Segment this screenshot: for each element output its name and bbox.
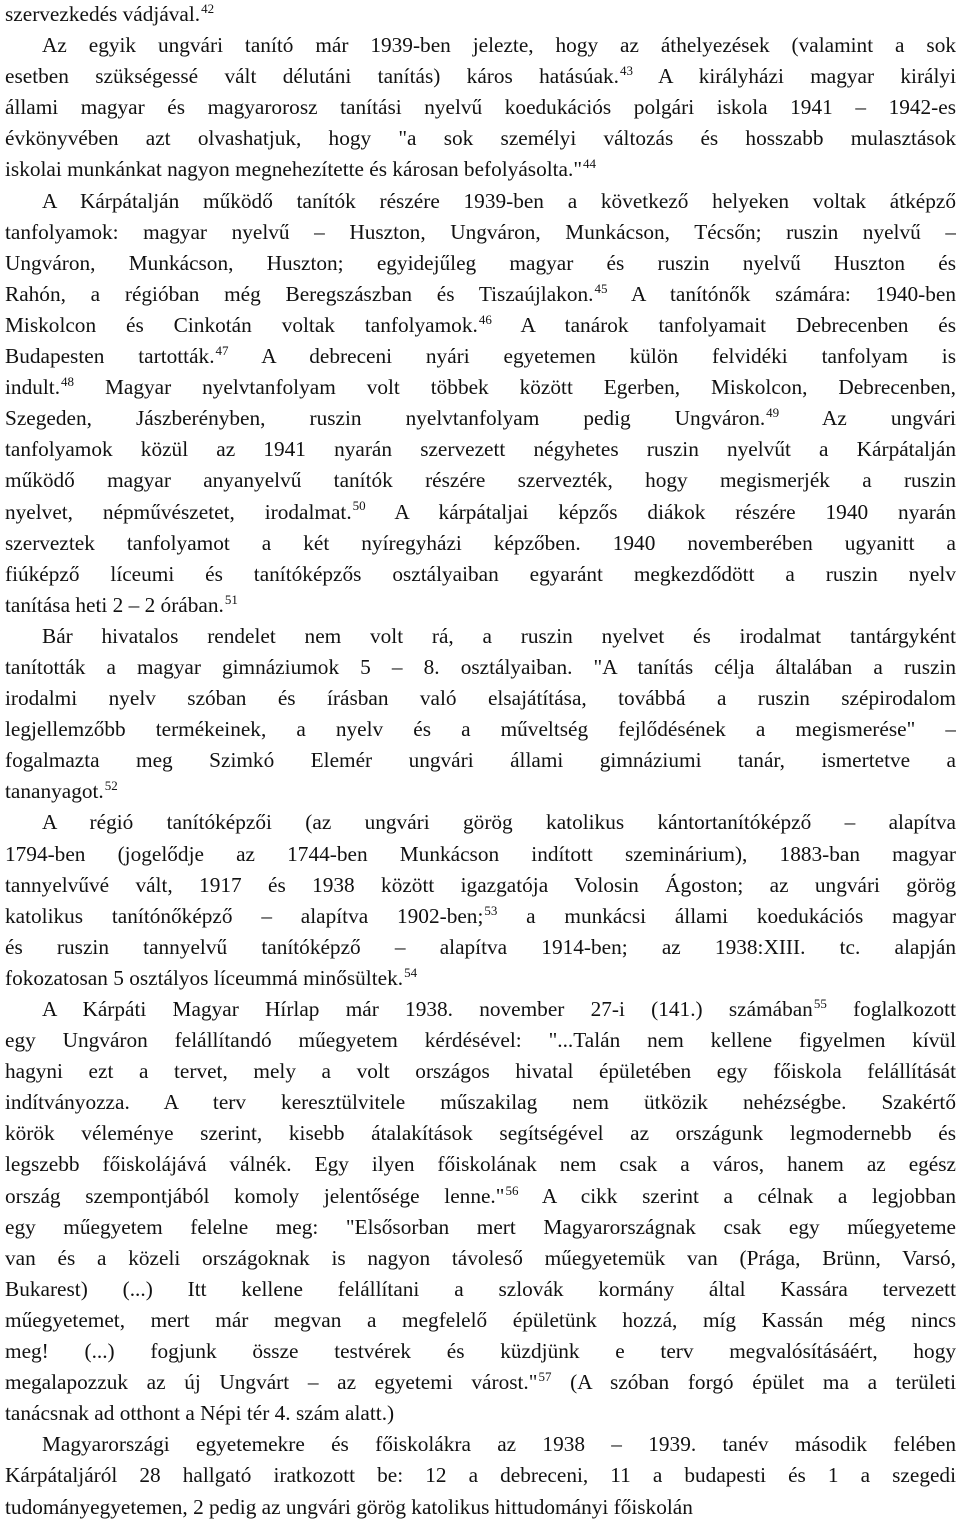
text-run: Magyarországi egyetemekre és főiskolákra az 1938 – 1939. tanév második felében xyxy=(42,1432,956,1457)
text-run: tanították a magyar gimnáziumok 5 – 8. osztályaiban. "A tanítás célja általában a ruszin xyxy=(5,654,956,679)
text-run: katolikus tanítónőképző – alapítva 1902-ben; xyxy=(5,903,484,928)
text-line xyxy=(5,1274,956,1305)
paragraph xyxy=(5,186,956,621)
paragraph xyxy=(5,621,956,808)
text-run: 1794-ben (jogelődje az 1744-ben Munkácson indított szeminárium), 1883-ban magyar xyxy=(5,841,956,866)
text-line xyxy=(5,807,956,838)
text-line xyxy=(5,217,956,248)
text-run: tudományegyetemen, 2 pedig az ungvári görög katolikus hittudományi főiskolán xyxy=(5,1494,693,1519)
text-line xyxy=(5,590,956,621)
text-run: fogalmazta meg Szimkó Elemér ungvári állami gimnáziumi tanár, ismertetve a xyxy=(5,748,956,773)
text-run: foglalkozott xyxy=(826,997,956,1021)
text-run: indult. xyxy=(5,375,61,400)
text-line xyxy=(5,776,956,807)
footnote-marker: 51 xyxy=(224,591,238,607)
text-line xyxy=(5,1336,956,1367)
text-line xyxy=(5,1429,956,1460)
text-run: szervezkedés vádjával. xyxy=(5,2,201,26)
text-run: ország szempontjából komoly jelentősége lenne." xyxy=(5,1183,505,1208)
text-line xyxy=(5,61,956,92)
text-run: Rahón, a régióban még Beregszászban és Tiszaújlakon. xyxy=(5,281,594,306)
footnote-marker: 50 xyxy=(352,498,366,514)
text-run: irodalmi nyelv szóban és írásban való elsajátítása, továbbá a ruszin szépirodalom xyxy=(5,686,956,711)
text-run: fokozatosan 5 osztályos líceummá minősültek. xyxy=(5,965,404,990)
text-run: tannyelvűvé vált, 1917 és 1938 között igazgatója Volosin Ágoston; az ungvári görög xyxy=(5,872,956,897)
text-line xyxy=(5,434,956,465)
text-run: tanácsnak ad otthont a Népi tér 4. szám alatt.) xyxy=(5,1401,395,1426)
text-run: tanfolyamok: magyar nyelvű – Huszton, Ungváron, Munkácson, Técsőn; ruszin nyelvű – xyxy=(5,219,956,244)
text-line xyxy=(5,497,956,528)
text-run: A tanárok tanfolyamait Debrecenben és xyxy=(491,312,956,337)
text-run: Az egyik ungvári tanító már 1939-ben jelezte, hogy az áthelyezések (valamint a sok xyxy=(42,33,956,58)
text-run: legjellemzőbb termékeinek, a nyelv és a műveltség fejlődésének a megismerése" – xyxy=(5,717,956,742)
text-line xyxy=(5,714,956,745)
text-line xyxy=(5,870,956,901)
text-line xyxy=(5,279,956,310)
text-line xyxy=(5,186,956,217)
text-line xyxy=(5,1149,956,1180)
text-line xyxy=(5,745,956,776)
text-run: évkönyvében azt olvashatjuk, hogy "a sok személyi változás és hosszabb mulasztások xyxy=(5,126,956,151)
paragraph xyxy=(5,994,956,1429)
text-run: iskolai munkánkat nagyon megnehezítette és károsan befolyásolta." xyxy=(5,157,583,182)
text-line xyxy=(5,1087,956,1118)
text-line xyxy=(5,901,956,932)
text-run: Bukarest) (...) Itt kellene felállítani a szlovák kormány által Kassára tervezett xyxy=(5,1276,956,1301)
text-run: A királyházi magyar királyi xyxy=(633,64,956,89)
text-run: tanítása heti 2 – 2 órában. xyxy=(5,592,224,617)
text-line xyxy=(5,932,956,963)
text-run: fiúképző líceumi és tanítóképzős osztályaiban egyaránt megkezdődött a ruszin nyelv xyxy=(5,561,956,586)
text-line xyxy=(5,994,956,1025)
text-run: megalapozzuk az új Ungvárt – az egyetemi várost." xyxy=(5,1370,538,1395)
footnote-marker: 43 xyxy=(620,63,633,79)
text-run: Kárpátaljáról 28 hallgató iratkozott be: 12 a debreceni, 11 a budapesti és 1 a szegedi xyxy=(5,1463,956,1488)
text-run: van és a közeli országoknak is nagyon távoleső műegyetemük van (Prága, Brünn, Varsó, xyxy=(5,1245,956,1270)
text-run: tanfolyamok közül az 1941 nyarán szervezett négyhetes ruszin nyelvűt a Kárpátalján xyxy=(5,437,956,462)
text-line xyxy=(5,559,956,590)
footnote-marker: 52 xyxy=(104,778,118,794)
text-run: A régió tanítóképzői (az ungvári görög katolikus kántortanítóképző – alapítva xyxy=(42,810,956,835)
text-line xyxy=(5,123,956,154)
text-line xyxy=(5,683,956,714)
text-line xyxy=(5,1243,956,1274)
footnote-marker: 56 xyxy=(505,1182,519,1198)
text-line xyxy=(5,621,956,652)
text-line xyxy=(5,92,956,123)
text-line xyxy=(5,403,956,434)
text-line xyxy=(5,248,956,279)
text-run: nyelvet, népművészetet, irodalmat. xyxy=(5,499,352,524)
text-run: legszebb főiskolájává válnék. Egy ilyen főiskolának nem csak a város, hanem az egész xyxy=(5,1152,956,1177)
text-line xyxy=(5,0,956,30)
text-run: Szegeden, Jászberényben, ruszin nyelvtanfolyam pedig Ungváron. xyxy=(5,406,766,431)
text-line xyxy=(5,1367,956,1398)
document-body xyxy=(5,0,956,1523)
footnote-marker: 45 xyxy=(594,280,608,296)
text-line xyxy=(5,528,956,559)
text-run: Bár hivatalos rendelet nem volt rá, a ruszin nyelvet és irodalmat tantárgyként xyxy=(42,623,956,648)
text-line xyxy=(5,372,956,403)
text-run: indítványozza. A terv keresztülvitele műszakilag nem ütközik nehézségbe. Szakértő xyxy=(5,1090,956,1115)
text-line xyxy=(5,1025,956,1056)
text-run: A Kárpáti Magyar Hírlap már 1938. november 27-i (141.) számában xyxy=(42,997,813,1021)
text-line xyxy=(5,1398,956,1429)
text-line xyxy=(5,341,956,372)
text-run: A cikk szerint a célnak a legjobban xyxy=(518,1183,956,1208)
footnote-marker: 47 xyxy=(215,342,229,358)
text-run: meg! (...) fogjunk össze testvérek és küzdjünk e terv megvalósításáért, hogy xyxy=(5,1339,956,1364)
text-run: Ungváron, Munkácson, Huszton; egyidejűleg magyar és ruszin nyelvű Huszton és xyxy=(5,250,956,275)
text-run: Magyar nyelvtanfolyam volt többek között Egerben, Miskolcon, Debrecenben, xyxy=(74,375,956,400)
text-run: egy Ungváron felállítandó műegyetem kérdésével: "...Talán nem kellene figyelmen kívül xyxy=(5,1028,956,1053)
text-line xyxy=(5,963,956,994)
text-line xyxy=(5,1492,956,1523)
footnote-marker: 44 xyxy=(583,156,597,172)
footnote-marker: 54 xyxy=(404,964,418,980)
text-run: működő magyar anyanyelvű tanítók részére szervezték, hogy megismerjék a ruszin xyxy=(5,468,956,493)
paragraph xyxy=(5,807,956,994)
text-line xyxy=(5,1305,956,1336)
text-run: műegyetemet, mert már megvan a megfelelő épületünk hozzá, míg Kassán még nincs xyxy=(5,1307,956,1332)
text-run: és ruszin tannyelvű tanítóképző – alapítva 1914-ben; az 1938:XIII. tc. alapján xyxy=(5,934,956,959)
text-line xyxy=(5,1118,956,1149)
paragraph xyxy=(5,0,956,30)
text-run: egy műegyetem felelne meg: "Elsősorban mert Magyarországnak csak egy műegyeteme xyxy=(5,1214,956,1239)
text-line xyxy=(5,1460,956,1491)
text-run: esetben szükségessé vált délutáni tanítás) káros hatásúak. xyxy=(5,64,619,89)
text-line xyxy=(5,1181,956,1212)
footnote-marker: 55 xyxy=(813,995,827,1011)
text-run: körök véleménye szerint, kisebb átalakítások segítségével az országunk legmodernebb és xyxy=(5,1121,956,1146)
text-line xyxy=(5,1212,956,1243)
text-run: A kárpátaljai képzős diákok részére 1940 nyarán xyxy=(365,499,956,524)
text-run: A tanítónők számára: 1940-ben xyxy=(607,281,956,306)
text-line xyxy=(5,30,956,61)
footnote-marker: 46 xyxy=(478,311,492,327)
text-run: állami magyar és magyarorosz tanítási nyelvű koedukációs polgári iskola 1941 – 1942-es xyxy=(5,95,956,120)
text-line xyxy=(5,652,956,683)
footnote-marker: 48 xyxy=(61,374,75,390)
text-line xyxy=(5,1056,956,1087)
paragraph xyxy=(5,1429,956,1522)
text-run: (A szóban forgó épület ma a területi xyxy=(551,1370,956,1395)
text-line xyxy=(5,839,956,870)
footnote-marker: 49 xyxy=(766,405,780,421)
text-run: szerveztek tanfolyamot a két nyíregyházi képzőben. 1940 novemberében ugyanitt a xyxy=(5,530,956,555)
footnote-marker: 53 xyxy=(484,902,498,918)
footnote-marker: 57 xyxy=(538,1369,552,1385)
text-run: A debreceni nyári egyetemen külön felvidéki tanfolyam is xyxy=(228,344,956,369)
text-run: Miskolcon és Cinkotán voltak tanfolyamok. xyxy=(5,312,478,337)
text-line xyxy=(5,154,956,185)
text-line xyxy=(5,465,956,496)
text-run: Budapesten tartották. xyxy=(5,344,215,369)
text-run: a munkácsi állami koedukációs magyar xyxy=(497,903,956,928)
text-run: Az ungvári xyxy=(779,406,956,431)
text-line xyxy=(5,310,956,341)
text-run: hagyni ezt a tervet, mely a volt országos hivatal épületében egy főiskola felállítását xyxy=(5,1059,956,1084)
text-run: tananyagot. xyxy=(5,779,104,804)
paragraph xyxy=(5,30,956,185)
footnote-marker: 42 xyxy=(201,0,215,16)
text-run: A Kárpátalján működő tanítók részére 1939-ben a következő helyeken voltak átképző xyxy=(42,188,956,213)
